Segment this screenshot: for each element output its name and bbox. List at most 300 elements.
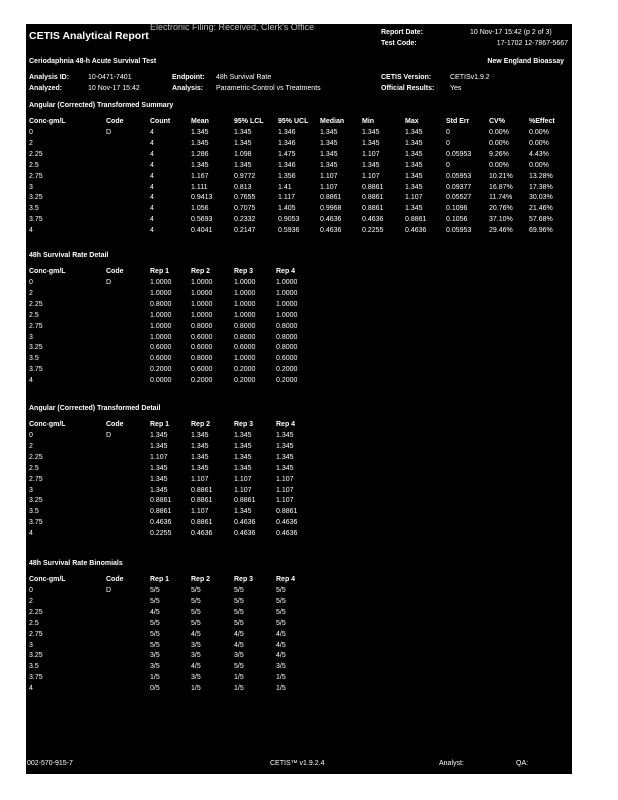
survival-detail-cell: 1.0000 (234, 300, 256, 308)
survival-detail-cell: 0.6000 (234, 344, 256, 352)
transformed-detail-cell: 0.8861 (191, 486, 213, 494)
survival-binomials-col-header: Code (106, 576, 124, 583)
transformed-summary-cell: 0.5693 (191, 216, 213, 224)
transformed-summary-cell: 1.107 (405, 194, 423, 202)
transformed-summary-cell: 1.345 (405, 205, 423, 213)
survival-binomials-cell: 5/5 (234, 608, 244, 616)
survival-binomials-cell: 4 (29, 685, 33, 693)
survival-detail-cell: 0.2000 (150, 366, 172, 374)
survival-detail-cell: D (106, 279, 112, 286)
transformed-detail-cell: 1.345 (150, 442, 168, 450)
footer-doc-id: 002-570-915-7 (27, 760, 73, 767)
endpoint-label: Endpoint: (172, 74, 205, 81)
transformed-detail-cell: 1.107 (191, 508, 209, 516)
survival-detail-cell: 0.6000 (191, 344, 213, 352)
survival-detail-cell: 0.8000 (276, 333, 298, 341)
survival-detail-cell: 1.0000 (191, 279, 213, 286)
transformed-summary-cell: 3 (29, 183, 33, 191)
transformed-summary-cell: 3.75 (29, 216, 43, 224)
survival-detail-cell: 2 (29, 289, 33, 297)
survival-binomials-cell: 4/5 (150, 608, 160, 616)
transformed-summary-cell: 10.21% (489, 172, 513, 180)
transformed-summary-cell: 1.345 (405, 172, 423, 180)
transformed-detail-cell: 0.8861 (276, 508, 298, 516)
transformed-summary-cell: 0.00% (489, 161, 509, 169)
transformed-summary-cell: 57.68% (529, 216, 553, 224)
transformed-summary-cell: 0.00% (529, 139, 549, 147)
survival-detail-cell: 0.2000 (234, 377, 256, 385)
transformed-detail-cell: 1.107 (191, 475, 209, 483)
transformed-detail-cell: 1.345 (276, 464, 294, 472)
transformed-summary-cell: 3.25 (29, 194, 43, 202)
transformed-summary-cell: 4 (29, 227, 33, 235)
transformed-detail-cell: 0 (29, 432, 33, 439)
transformed-summary-col-header: CV% (489, 118, 505, 125)
test-name: Ceriodaphnia 48-h Acute Survival Test (29, 58, 157, 65)
transformed-detail-col-header: Rep 3 (234, 421, 254, 428)
transformed-detail-cell: 0.8861 (150, 497, 172, 505)
transformed-summary-cell: 1.345 (405, 139, 423, 147)
transformed-summary-cell: 0 (29, 129, 33, 136)
survival-binomials-cell: D (106, 587, 112, 594)
transformed-summary-cell: 1.107 (362, 172, 380, 180)
transformed-summary-col-header: Max (405, 118, 419, 125)
survival-detail-cell: 2.25 (29, 300, 43, 308)
transformed-summary-col-header: 95% LCL (234, 118, 264, 125)
transformed-summary-cell: 1.286 (191, 150, 209, 158)
transformed-summary-cell: 1.345 (405, 161, 423, 169)
transformed-summary-cell: 0.9413 (191, 194, 213, 202)
survival-binomials-cell: 3/5 (191, 652, 201, 660)
transformed-summary-cell: 1.117 (278, 194, 295, 202)
transformed-detail-cell: 1.345 (234, 464, 252, 472)
transformed-detail-cell: 2 (29, 442, 33, 450)
transformed-summary-col-header: Conc-gm/L (29, 118, 66, 125)
survival-binomials-cell: 2.5 (29, 619, 39, 627)
survival-detail-cell: 3.25 (29, 344, 43, 352)
survival-binomials-cell: 4/5 (276, 641, 286, 649)
transformed-summary-cell: 1.111 (191, 183, 208, 191)
survival-detail-cell: 0.6000 (276, 355, 298, 363)
survival-detail-title: 48h Survival Rate Detail (29, 252, 109, 259)
survival-binomials-cell: 1/5 (234, 674, 244, 682)
survival-detail-cell: 0.8000 (191, 355, 213, 363)
transformed-summary-col-header: Code (106, 118, 124, 125)
report-page (26, 24, 572, 774)
survival-detail-cell: 0.8000 (234, 322, 256, 330)
survival-detail-cell: 0.8000 (150, 300, 172, 308)
analysis-method: Parametric-Control vs Treatments (216, 85, 321, 92)
transformed-detail-cell: 1.345 (191, 453, 209, 461)
survival-detail-cell: 0.2000 (191, 377, 213, 385)
transformed-detail-cell: 1.345 (150, 486, 168, 494)
survival-binomials-col-header: Rep 1 (150, 576, 170, 583)
survival-binomials-cell: 5/5 (276, 597, 286, 605)
transformed-detail-cell: 1.345 (150, 475, 168, 483)
transformed-detail-cell: 1.345 (276, 442, 294, 450)
transformed-summary-cell: 3.5 (29, 205, 39, 213)
survival-binomials-cell: 5/5 (150, 630, 160, 638)
transformed-summary-cell: 0.9053 (278, 216, 300, 224)
survival-binomials-cell: 1/5 (276, 674, 286, 682)
transformed-summary-cell: 0.8861 (320, 194, 342, 202)
transformed-summary-cell: 0.7655 (234, 194, 256, 202)
transformed-summary-cell: 0.00% (529, 161, 549, 169)
transformed-summary-col-header: Median (320, 118, 345, 125)
survival-detail-cell: 1.0000 (276, 311, 298, 319)
survival-detail-cell: 1.0000 (276, 300, 298, 308)
survival-detail-cell: 1.0000 (150, 333, 172, 341)
transformed-summary-cell: 1.345 (191, 161, 209, 169)
transformed-summary-cell: 0.813 (234, 183, 252, 191)
transformed-summary-cell: 0.9968 (320, 205, 342, 213)
survival-detail-cell: 1.0000 (150, 289, 172, 297)
transformed-summary-cell: 1.167 (191, 172, 209, 180)
transformed-summary-col-header: 95% UCL (278, 118, 309, 125)
survival-binomials-cell: 2.75 (29, 630, 43, 638)
transformed-summary-cell: 0.00% (529, 129, 549, 136)
transformed-detail-cell: 3.75 (29, 519, 43, 527)
transformed-detail-col-header: Rep 2 (191, 421, 211, 428)
transformed-summary-cell: 1.107 (320, 172, 338, 180)
transformed-detail-cell: 0.4636 (150, 519, 172, 527)
transformed-detail-cell: 1.107 (276, 475, 294, 483)
lab-name: New England Bioassay (487, 58, 564, 65)
transformed-summary-cell: 1.056 (191, 205, 209, 213)
survival-detail-cell: 0.0000 (150, 377, 172, 385)
test-code: 17-1702 12-7867-5667 (496, 40, 568, 47)
survival-detail-cell: 0.2000 (276, 377, 298, 385)
survival-binomials-cell: 4/5 (276, 652, 286, 660)
footer-qa-label: QA: (516, 760, 529, 767)
official-results: Yes (450, 85, 462, 92)
survival-binomials-title: 48h Survival Rate Binomials (29, 560, 123, 567)
transformed-summary-cell: 0.4636 (405, 227, 427, 235)
survival-detail-cell: 1.0000 (191, 311, 213, 319)
transformed-summary-cell: 1.346 (278, 129, 296, 136)
survival-binomials-cell: 5/5 (150, 641, 160, 649)
transformed-summary-cell: 0.4636 (320, 216, 342, 224)
transformed-summary-cell: 0.7075 (234, 205, 256, 213)
survival-detail-col-header: Conc-gm/L (29, 268, 66, 275)
transformed-detail-cell: 0.4636 (276, 519, 298, 527)
transformed-summary-cell: 4 (150, 183, 154, 191)
transformed-detail-cell: 1.345 (234, 508, 252, 516)
transformed-summary-cell: 1.345 (405, 150, 423, 158)
survival-binomials-cell: 3/5 (191, 674, 201, 682)
transformed-summary-cell: 11.74% (489, 194, 513, 202)
transformed-summary-cell: 0.9772 (234, 172, 256, 180)
transformed-summary-cell: 1.405 (278, 205, 296, 213)
survival-binomials-cell: 5/5 (150, 619, 160, 627)
survival-binomials-cell: 3/5 (150, 652, 160, 660)
transformed-summary-cell: 16.87% (489, 183, 513, 191)
transformed-detail-cell: 1.345 (234, 442, 252, 450)
filing-watermark: Electronic Filing: Received, Clerk's Office (150, 24, 315, 32)
transformed-summary-cell: 4.43% (529, 150, 549, 158)
transformed-summary-col-header: %Effect (529, 118, 555, 125)
transformed-summary-cell: 1.345 (234, 161, 252, 169)
transformed-summary-cell: 0.5936 (278, 227, 300, 235)
transformed-summary-cell: 0.4041 (191, 227, 213, 235)
survival-binomials-cell: 3/5 (191, 641, 201, 649)
survival-binomials-cell: 4/5 (191, 663, 201, 671)
transformed-summary-cell: 1.346 (278, 161, 296, 169)
survival-binomials-cell: 5/5 (276, 619, 286, 627)
transformed-summary-cell: 1.41 (278, 183, 292, 191)
transformed-detail-cell: 2.75 (29, 475, 43, 483)
survival-detail-cell: 1.0000 (276, 289, 298, 297)
survival-detail-cell: 0.8000 (276, 344, 298, 352)
analyzed-label: Analyzed: (29, 85, 63, 92)
survival-binomials-cell: 5/5 (150, 597, 160, 605)
transformed-detail-cell: 3 (29, 486, 33, 494)
survival-binomials-cell: 3.25 (29, 652, 43, 660)
transformed-summary-cell: 0 (446, 129, 450, 136)
survival-binomials-cell: 4/5 (234, 641, 244, 649)
transformed-summary-cell: 0.05953 (446, 150, 472, 158)
transformed-detail-col-header: Code (106, 421, 124, 428)
transformed-detail-cell: 0.4636 (191, 530, 213, 538)
transformed-summary-col-header: Count (150, 118, 171, 125)
transformed-detail-cell: 1.107 (234, 475, 252, 483)
transformed-detail-cell: 1.345 (150, 432, 168, 439)
transformed-summary-cell: 0.05953 (446, 172, 472, 180)
transformed-detail-col-header: Rep 4 (276, 421, 296, 428)
transformed-detail-cell: 3.25 (29, 497, 43, 505)
survival-detail-col-header: Rep 4 (276, 268, 296, 275)
transformed-detail-cell: 1.345 (191, 442, 209, 450)
transformed-summary-cell: 4 (150, 227, 154, 235)
survival-detail-cell: 4 (29, 377, 33, 385)
survival-binomials-cell: 5/5 (276, 587, 286, 594)
transformed-summary-col-header: Std Err (446, 118, 470, 125)
survival-binomials-cell: 3/5 (234, 652, 244, 660)
transformed-summary-cell: 1.345 (362, 139, 380, 147)
survival-detail-cell: 1.0000 (234, 279, 256, 286)
transformed-summary-cell: 4 (150, 150, 154, 158)
transformed-summary-cell: 0.4636 (362, 216, 384, 224)
survival-binomials-cell: 3/5 (276, 663, 286, 671)
transformed-summary-cell: 17.38% (529, 183, 553, 191)
transformed-summary-cell: 0 (446, 139, 450, 147)
transformed-summary-cell: 30.03% (529, 194, 553, 202)
survival-detail-cell: 1.0000 (191, 289, 213, 297)
footer-analyst-label: Analyst: (439, 760, 464, 767)
transformed-summary-cell: 0.09377 (446, 183, 472, 191)
transformed-detail-cell: 2.5 (29, 464, 39, 472)
transformed-summary-cell: 29.46% (489, 227, 513, 235)
transformed-summary-cell: 0.2147 (234, 227, 256, 235)
test-code-label: Test Code: (381, 40, 417, 47)
transformed-summary-cell: 20.76% (489, 205, 513, 213)
transformed-summary-cell: 2.5 (29, 161, 39, 169)
transformed-summary-cell: 1.356 (278, 172, 296, 180)
survival-binomials-cell: 4/5 (276, 630, 286, 638)
transformed-summary-cell: D (106, 129, 112, 136)
transformed-summary-cell: 1.345 (191, 129, 209, 136)
transformed-detail-cell: 2.25 (29, 453, 43, 461)
transformed-summary-cell: 0.4636 (320, 227, 342, 235)
survival-detail-cell: 0.2000 (276, 366, 298, 374)
survival-detail-cell: 0.8000 (234, 333, 256, 341)
survival-detail-cell: 0.8000 (276, 322, 298, 330)
transformed-detail-cell: 1.107 (276, 486, 294, 494)
transformed-summary-cell: 1.345 (320, 139, 338, 147)
survival-binomials-cell: 4/5 (234, 630, 244, 638)
survival-detail-col-header: Rep 3 (234, 268, 254, 275)
survival-binomials-cell: 1/5 (234, 685, 244, 693)
endpoint: 48h Survival Rate (216, 74, 272, 81)
transformed-detail-cell: 0.8861 (150, 508, 172, 516)
transformed-summary-cell: 21.46% (529, 205, 553, 213)
transformed-summary-cell: 1.475 (278, 150, 296, 158)
transformed-summary-cell: 1.345 (320, 150, 338, 158)
transformed-summary-cell: 0.8861 (405, 216, 427, 224)
survival-detail-cell: 0 (29, 279, 33, 286)
analysis-id: 10-0471-7401 (88, 74, 132, 81)
survival-binomials-cell: 5/5 (276, 608, 286, 616)
survival-binomials-cell: 3 (29, 641, 33, 649)
survival-binomials-cell: 5/5 (191, 597, 201, 605)
transformed-summary-cell: 69.96% (529, 227, 553, 235)
survival-binomials-cell: 4/5 (191, 630, 201, 638)
transformed-detail-cell: 1.345 (276, 432, 294, 439)
survival-detail-cell: 2.5 (29, 311, 39, 319)
transformed-detail-col-header: Conc-gm/L (29, 421, 66, 428)
survival-binomials-col-header: Rep 3 (234, 576, 254, 583)
transformed-summary-cell: 0.8861 (362, 183, 384, 191)
version-label: CETIS Version: (381, 74, 432, 81)
cetis-version: CETISv1.9.2 (450, 74, 490, 81)
survival-binomials-cell: 3.75 (29, 674, 43, 682)
transformed-summary-cell: 1.345 (320, 161, 338, 169)
survival-binomials-col-header: Conc-gm/L (29, 576, 66, 583)
survival-detail-cell: 1.0000 (276, 279, 298, 286)
transformed-detail-cell: 0.8861 (191, 519, 213, 527)
transformed-detail-cell: 1.345 (234, 453, 252, 461)
transformed-detail-cell: 1.345 (276, 453, 294, 461)
transformed-summary-cell: 1.346 (278, 139, 296, 147)
survival-detail-col-header: Rep 1 (150, 268, 170, 275)
survival-detail-cell: 3.5 (29, 355, 39, 363)
transformed-detail-cell: 0.8861 (191, 497, 213, 505)
transformed-summary-cell: 1.345 (234, 139, 252, 147)
transformed-summary-cell: 13.28% (529, 172, 553, 180)
transformed-detail-col-header: Rep 1 (150, 421, 170, 428)
analysis-id-label: Analysis ID: (29, 74, 70, 81)
transformed-summary-cell: 0.1096 (446, 205, 468, 213)
survival-detail-cell: 0.2000 (234, 366, 256, 374)
survival-binomials-cell: 5/5 (191, 619, 201, 627)
survival-detail-cell: 1.0000 (234, 311, 256, 319)
transformed-summary-cell: 0.00% (489, 139, 509, 147)
transformed-summary-cell: 1.345 (362, 129, 380, 136)
transformed-detail-cell: 0.4636 (234, 530, 256, 538)
survival-detail-cell: 3 (29, 333, 33, 341)
survival-binomials-cell: 5/5 (150, 587, 160, 594)
transformed-summary-cell: 2.25 (29, 150, 43, 158)
report-title: CETIS Analytical Report (29, 30, 149, 42)
report-date: 10 Nov-17 15:42 (p 2 of 3) (470, 29, 552, 36)
transformed-detail-cell: 0.2255 (150, 530, 172, 538)
transformed-summary-cell: 0.05527 (446, 194, 472, 202)
transformed-detail-cell: 1.107 (234, 486, 252, 494)
transformed-summary-cell: 1.345 (362, 161, 380, 169)
survival-detail-cell: 2.75 (29, 322, 43, 330)
survival-binomials-cell: 3.5 (29, 663, 39, 671)
transformed-summary-cell: 1.107 (362, 150, 380, 158)
transformed-detail-cell: 1.345 (150, 464, 168, 472)
transformed-summary-cell: 1.345 (191, 139, 209, 147)
transformed-summary-cell: 2.75 (29, 172, 43, 180)
transformed-summary-cell: 1.345 (405, 183, 423, 191)
survival-binomials-cell: 0/5 (150, 685, 160, 693)
survival-binomials-cell: 5/5 (234, 619, 244, 627)
analyzed-date: 10 Nov-17 15:42 (88, 85, 140, 92)
transformed-summary-cell: 1.345 (234, 129, 252, 136)
transformed-summary-cell: 2 (29, 139, 33, 147)
transformed-detail-cell: 1.107 (276, 497, 294, 505)
transformed-detail-cell: 1.345 (191, 464, 209, 472)
survival-detail-cell: 1.0000 (234, 289, 256, 297)
survival-detail-cell: 3.75 (29, 366, 43, 374)
survival-binomials-cell: 2 (29, 597, 33, 605)
transformed-summary-cell: 0.2255 (362, 227, 384, 235)
transformed-summary-cell: 4 (150, 172, 154, 180)
transformed-summary-cell: 1.098 (234, 150, 252, 158)
transformed-summary-cell: 1.107 (320, 183, 338, 191)
survival-binomials-cell: 1/5 (276, 685, 286, 693)
transformed-summary-cell: 37.10% (489, 216, 513, 224)
survival-detail-col-header: Rep 2 (191, 268, 211, 275)
transformed-detail-cell: 1.345 (234, 432, 252, 439)
transformed-summary-title: Angular (Corrected) Transformed Summary (29, 102, 174, 109)
transformed-summary-col-header: Min (362, 118, 375, 125)
transformed-summary-cell: 0.1056 (446, 216, 468, 224)
transformed-detail-cell: 1.107 (150, 453, 168, 461)
transformed-summary-cell: 0.8861 (362, 205, 384, 213)
transformed-summary-cell: 0.2332 (234, 216, 256, 224)
transformed-summary-cell: 0.8861 (362, 194, 384, 202)
survival-binomials-col-header: Rep 2 (191, 576, 211, 583)
survival-detail-cell: 0.8000 (191, 322, 213, 330)
transformed-detail-cell: D (106, 432, 112, 439)
survival-detail-cell: 0.6000 (191, 333, 213, 341)
analysis-label: Analysis: (172, 85, 204, 92)
transformed-summary-cell: 0.05953 (446, 227, 472, 235)
survival-binomials-cell: 2.25 (29, 608, 43, 616)
transformed-summary-cell: 1.345 (405, 129, 423, 136)
transformed-summary-cell: 0.00% (489, 129, 509, 136)
transformed-summary-cell: 4 (150, 139, 154, 147)
transformed-summary-cell: 4 (150, 194, 154, 202)
survival-detail-cell: 1.0000 (150, 279, 172, 286)
transformed-summary-cell: 4 (150, 216, 154, 224)
survival-binomials-cell: 5/5 (191, 587, 201, 594)
transformed-detail-cell: 0.4636 (276, 530, 298, 538)
transformed-summary-col-header: Mean (191, 118, 209, 125)
survival-binomials-cell: 5/5 (191, 608, 201, 616)
survival-detail-cell: 0.6000 (150, 344, 172, 352)
survival-binomials-col-header: Rep 4 (276, 576, 296, 583)
survival-detail-cell: 1.0000 (150, 311, 172, 319)
survival-detail-cell: 1.0000 (191, 300, 213, 308)
transformed-detail-cell: 1.345 (191, 432, 209, 439)
transformed-summary-cell: 1.345 (320, 129, 338, 136)
survival-detail-cell: 1.0000 (234, 355, 256, 363)
transformed-summary-cell: 4 (150, 161, 154, 169)
